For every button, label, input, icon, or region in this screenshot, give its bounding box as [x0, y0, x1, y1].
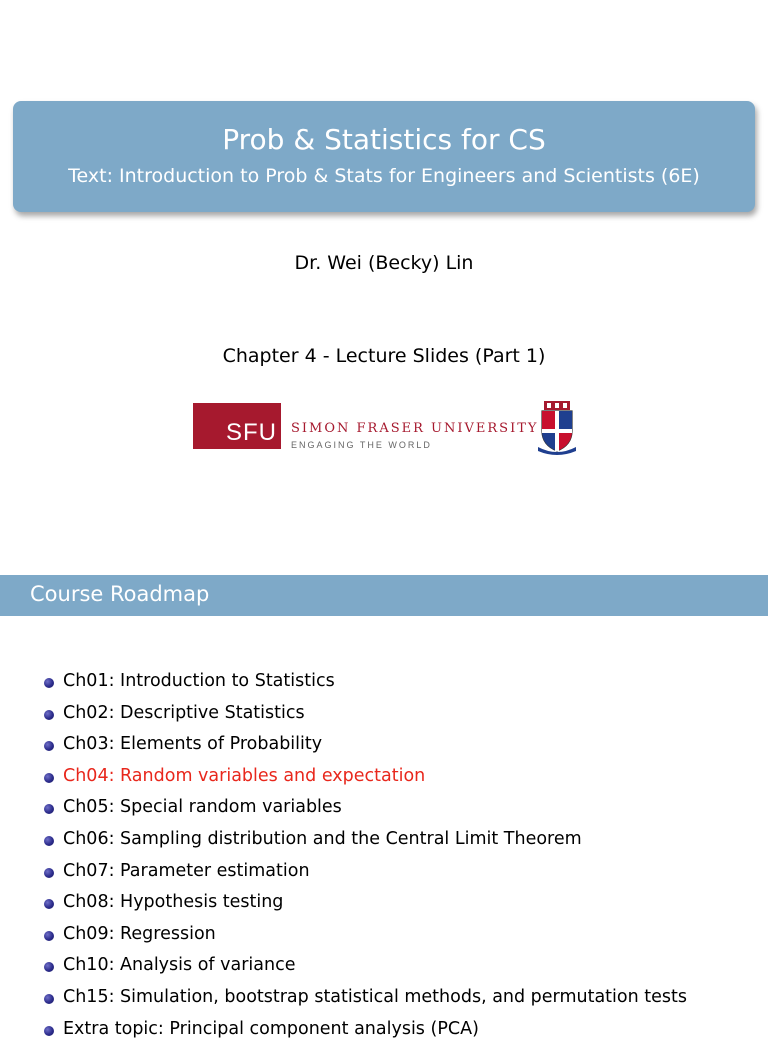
sfu-logo-text: SFU — [226, 419, 277, 446]
bullet-icon — [44, 741, 54, 751]
list-item-label: Ch09: Regression — [63, 923, 216, 944]
chapter-label: Chapter 4 - Lecture Slides (Part 1) — [222, 345, 546, 367]
title-box — [13, 101, 755, 212]
bullet-icon — [44, 962, 54, 972]
list-item-label: Ch01: Introduction to Statistics — [63, 671, 335, 691]
bullet-icon — [44, 678, 54, 688]
university-tagline: ENGAGING THE WORLD — [291, 440, 432, 450]
university-name: SIMON FRASER UNIVERSITY — [291, 421, 539, 436]
list-item-label: Ch05: Special random variables — [63, 797, 342, 818]
sfu-logo-box — [193, 403, 281, 449]
university-crest-icon — [536, 401, 578, 456]
bullet-icon — [44, 994, 54, 1004]
bullet-icon — [44, 868, 54, 878]
sfu-logo — [193, 401, 583, 457]
section-header — [0, 575, 768, 616]
list-item-label: Ch07: Parameter estimation — [63, 860, 310, 881]
slide-title: Prob & Statistics for CS — [222, 123, 546, 156]
bullet-icon — [44, 804, 54, 814]
list-item-label: Ch08: Hypothesis testing — [63, 892, 284, 913]
bullet-icon — [44, 836, 54, 846]
author-name: Dr. Wei (Becky) Lin — [294, 252, 474, 274]
section-title: Course Roadmap — [30, 582, 210, 606]
bullet-icon — [44, 710, 54, 720]
slide-subtitle: Text: Introduction to Prob & Stats for Engineers and Scientists (6E) — [68, 165, 700, 187]
list-item-label: Ch03: Elements of Probability — [63, 734, 323, 755]
list-item-label: Ch04: Random variables and expectation — [63, 765, 426, 786]
bullet-icon — [44, 899, 54, 909]
list-item-label: Ch10: Analysis of variance — [63, 955, 296, 976]
bullet-icon — [44, 1026, 54, 1036]
list-item-label: Ch15: Simulation, bootstrap statistical methods, and permutation tests — [63, 986, 687, 1007]
list-item-label: Extra topic: Principal component analysis (PCA) — [63, 1018, 479, 1039]
list-item-label: Ch02: Descriptive Statistics — [63, 702, 305, 723]
bullet-icon — [44, 931, 54, 941]
list-item-label: Ch06: Sampling distribution and the Central Limit Theorem — [63, 828, 582, 849]
bullet-icon — [44, 773, 54, 783]
